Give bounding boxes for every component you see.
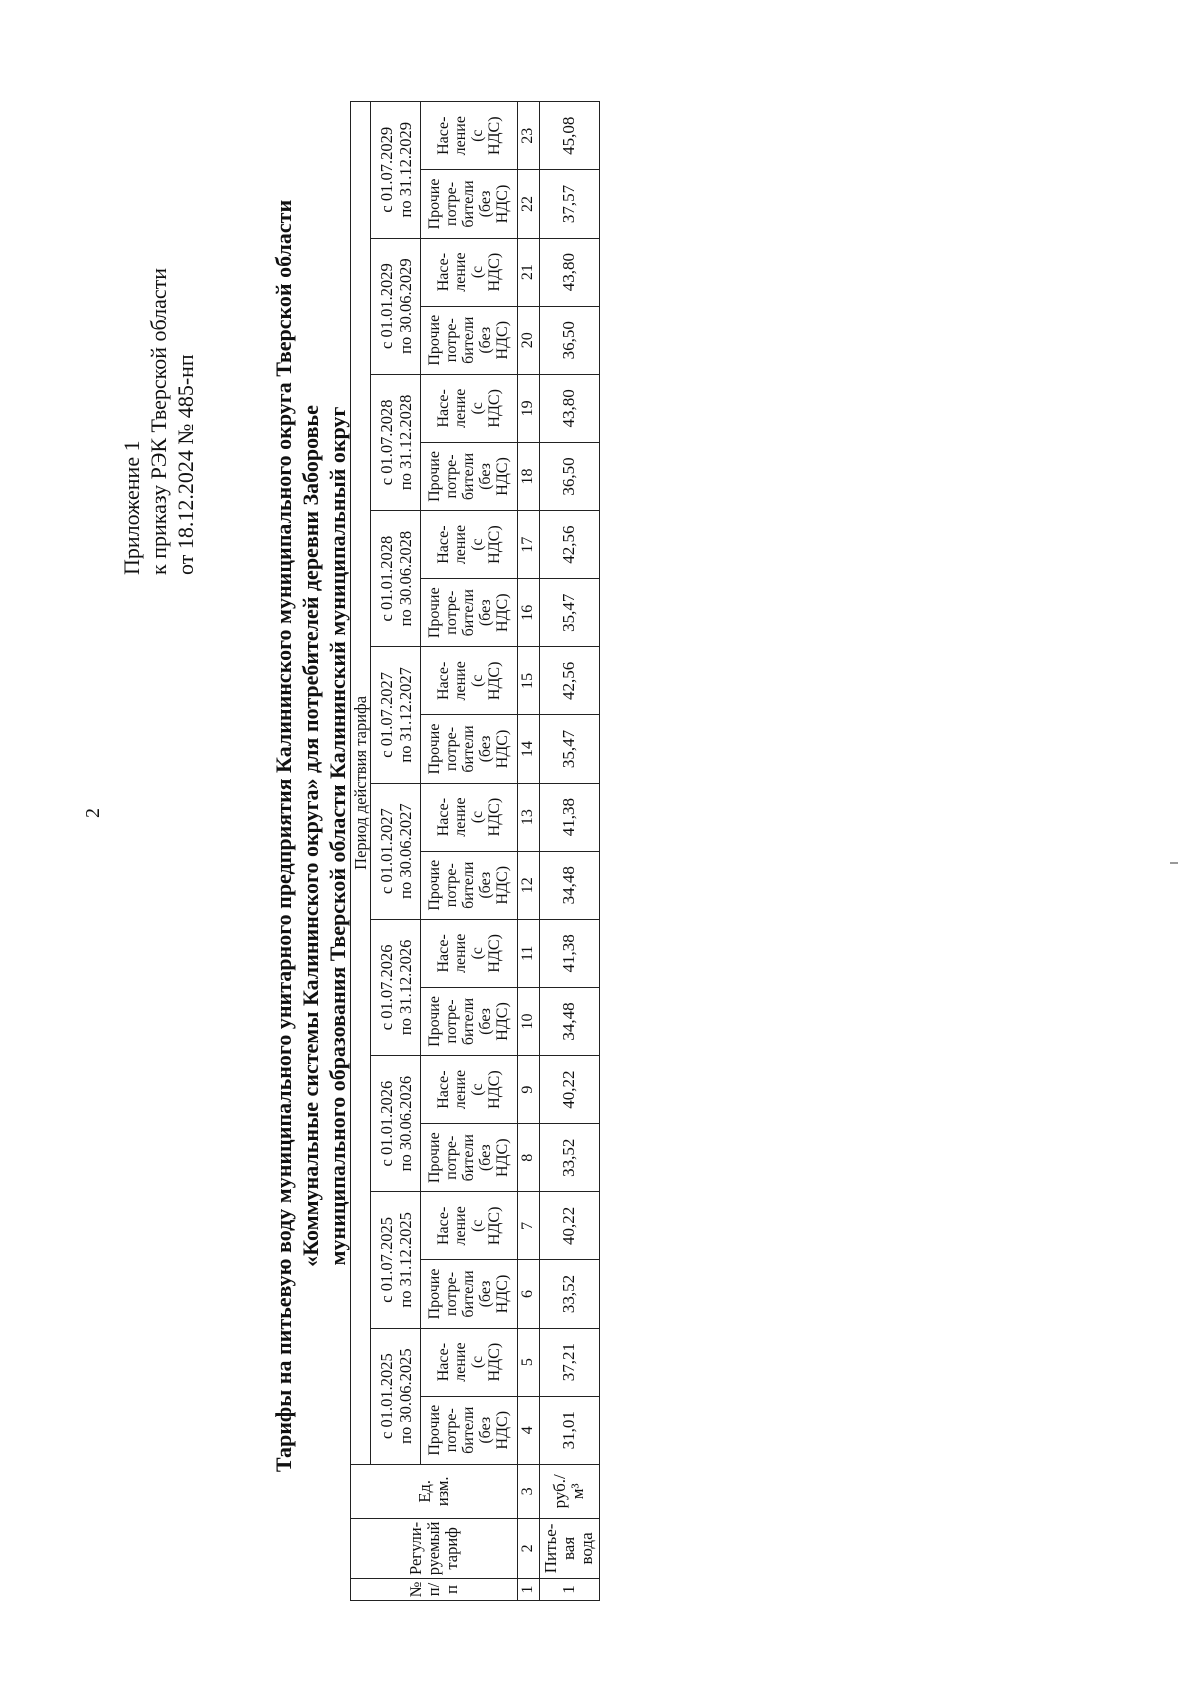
row-no: 1 bbox=[539, 1578, 599, 1600]
header-consumer-other: Прочие потре- бители (без НДС) bbox=[421, 1260, 517, 1328]
header-period-1: с 01.01.2025 по 30.06.2025 bbox=[371, 1328, 421, 1464]
column-number: 10 bbox=[517, 987, 539, 1055]
tariff-value: 31,01 bbox=[539, 1396, 599, 1464]
tariff-value: 45,08 bbox=[539, 102, 599, 170]
tariff-value: 43,80 bbox=[539, 374, 599, 442]
column-number: 12 bbox=[517, 851, 539, 919]
header-consumer-other: Прочие потре- бители (без НДС) bbox=[421, 442, 517, 510]
header-period-5: с 01.01.2027 по 30.06.2027 bbox=[371, 783, 421, 919]
tariff-value: 35,47 bbox=[539, 579, 599, 647]
row-unit: руб./ м³ bbox=[539, 1464, 599, 1518]
header-period: Период действия тарифа bbox=[351, 102, 371, 1465]
header-period-8: с 01.07.2028 по 31.12.2028 bbox=[371, 374, 421, 510]
header-tariff: Регули- руемый тариф bbox=[351, 1518, 518, 1578]
tariff-value: 42,56 bbox=[539, 647, 599, 715]
tariff-value: 34,48 bbox=[539, 987, 599, 1055]
column-number: 16 bbox=[517, 579, 539, 647]
header-consumer-population: Насе- ление (с НДС) bbox=[421, 238, 517, 306]
column-number: 1 bbox=[517, 1578, 539, 1600]
header-no: № п/ п bbox=[351, 1578, 518, 1600]
column-number: 2 bbox=[517, 1518, 539, 1578]
column-number: 22 bbox=[517, 170, 539, 238]
tariff-value: 41,38 bbox=[539, 783, 599, 851]
tariff-value: 35,47 bbox=[539, 715, 599, 783]
column-number: 9 bbox=[517, 1056, 539, 1124]
column-number: 21 bbox=[517, 238, 539, 306]
column-number: 17 bbox=[517, 511, 539, 579]
header-consumer-other: Прочие потре- бители (без НДС) bbox=[421, 1124, 517, 1192]
tariff-value: 33,52 bbox=[539, 1124, 599, 1192]
document-title bbox=[270, 136, 351, 1536]
header-consumer-population: Насе- ление (с НДС) bbox=[421, 511, 517, 579]
header-consumer-population: Насе- ление (с НДС) bbox=[421, 1056, 517, 1124]
page-number: 2 bbox=[82, 808, 104, 818]
header-period-2: с 01.07.2025 по 31.12.2025 bbox=[371, 1192, 421, 1328]
column-number: 15 bbox=[517, 647, 539, 715]
column-number: 5 bbox=[517, 1328, 539, 1396]
header-period-9: с 01.01.2029 по 30.06.2029 bbox=[371, 238, 421, 374]
header-consumer-other: Прочие потре- бители (без НДС) bbox=[421, 987, 517, 1055]
header-consumer-other: Прочие потре- бители (без НДС) bbox=[421, 851, 517, 919]
tariff-value: 34,48 bbox=[539, 851, 599, 919]
column-number: 4 bbox=[517, 1396, 539, 1464]
column-number: 14 bbox=[517, 715, 539, 783]
column-number: 19 bbox=[517, 374, 539, 442]
tariff-value: 33,52 bbox=[539, 1260, 599, 1328]
header-consumer-population: Насе- ление (с НДС) bbox=[421, 647, 517, 715]
tariff-value: 42,56 bbox=[539, 511, 599, 579]
header-consumer-other: Прочие потре- бители (без НДС) bbox=[421, 579, 517, 647]
header-unit: Ед. изм. bbox=[351, 1464, 518, 1518]
header-consumer-other: Прочие потре- бители (без НДС) bbox=[421, 170, 517, 238]
tariff-value: 36,50 bbox=[539, 306, 599, 374]
header-consumer-population: Насе- ление (с НДС) bbox=[421, 102, 517, 170]
tariff-value: 37,21 bbox=[539, 1328, 599, 1396]
column-number: 7 bbox=[517, 1192, 539, 1260]
header-period-3: с 01.01.2026 по 30.06.2026 bbox=[371, 1056, 421, 1192]
column-number: 3 bbox=[517, 1464, 539, 1518]
appendix-line: Приложение 1 bbox=[119, 440, 144, 575]
tariff-value: 37,57 bbox=[539, 170, 599, 238]
appendix-block bbox=[118, 245, 199, 575]
header-period-10: с 01.07.2029 по 31.12.2029 bbox=[371, 102, 421, 239]
header-consumer-other: Прочие потре- бители (без НДС) bbox=[421, 306, 517, 374]
column-number: 11 bbox=[517, 919, 539, 987]
tariff-value: 40,22 bbox=[539, 1056, 599, 1124]
column-number: 6 bbox=[517, 1260, 539, 1328]
appendix-line: от 18.12.2024 № 485-нп bbox=[173, 354, 198, 575]
header-consumer-population: Насе- ление (с НДС) bbox=[421, 919, 517, 987]
tariff-value: 40,22 bbox=[539, 1192, 599, 1260]
header-period-7: с 01.01.2028 по 30.06.2028 bbox=[371, 511, 421, 647]
header-consumer-population: Насе- ление (с НДС) bbox=[421, 1192, 517, 1260]
header-consumer-other: Прочие потре- бители (без НДС) bbox=[421, 715, 517, 783]
header-consumer-other: Прочие потре- бители (без НДС) bbox=[421, 1396, 517, 1464]
column-number: 20 bbox=[517, 306, 539, 374]
tariff-table bbox=[350, 101, 600, 1601]
tariff-value: 41,38 bbox=[539, 919, 599, 987]
appendix-line: к приказу РЭК Тверской области bbox=[146, 267, 171, 575]
row-tariff: Питье- вая вода bbox=[539, 1518, 599, 1578]
header-consumer-population: Насе- ление (с НДС) bbox=[421, 1328, 517, 1396]
column-number: 18 bbox=[517, 442, 539, 510]
title-line: «Коммунальные системы Калининского округа» для потребителей деревни Заборовье bbox=[298, 405, 323, 1267]
title-line: муниципального образования Тверской области Калининский муниципальный округ bbox=[325, 406, 350, 1266]
header-consumer-population: Насе- ление (с НДС) bbox=[421, 783, 517, 851]
column-number: 23 bbox=[517, 102, 539, 170]
header-period-4: с 01.07.2026 по 31.12.2026 bbox=[371, 919, 421, 1055]
tariff-value: 36,50 bbox=[539, 442, 599, 510]
column-number: 13 bbox=[517, 783, 539, 851]
column-number: 8 bbox=[517, 1124, 539, 1192]
header-consumer-population: Насе- ление (с НДС) bbox=[421, 374, 517, 442]
title-line: Тарифы на питьевую воду муниципального унитарного предприятия Калининского муниципального округа Тверской области bbox=[271, 199, 296, 1473]
header-period-6: с 01.07.2027 по 31.12.2027 bbox=[371, 647, 421, 783]
tariff-value: 43,80 bbox=[539, 238, 599, 306]
